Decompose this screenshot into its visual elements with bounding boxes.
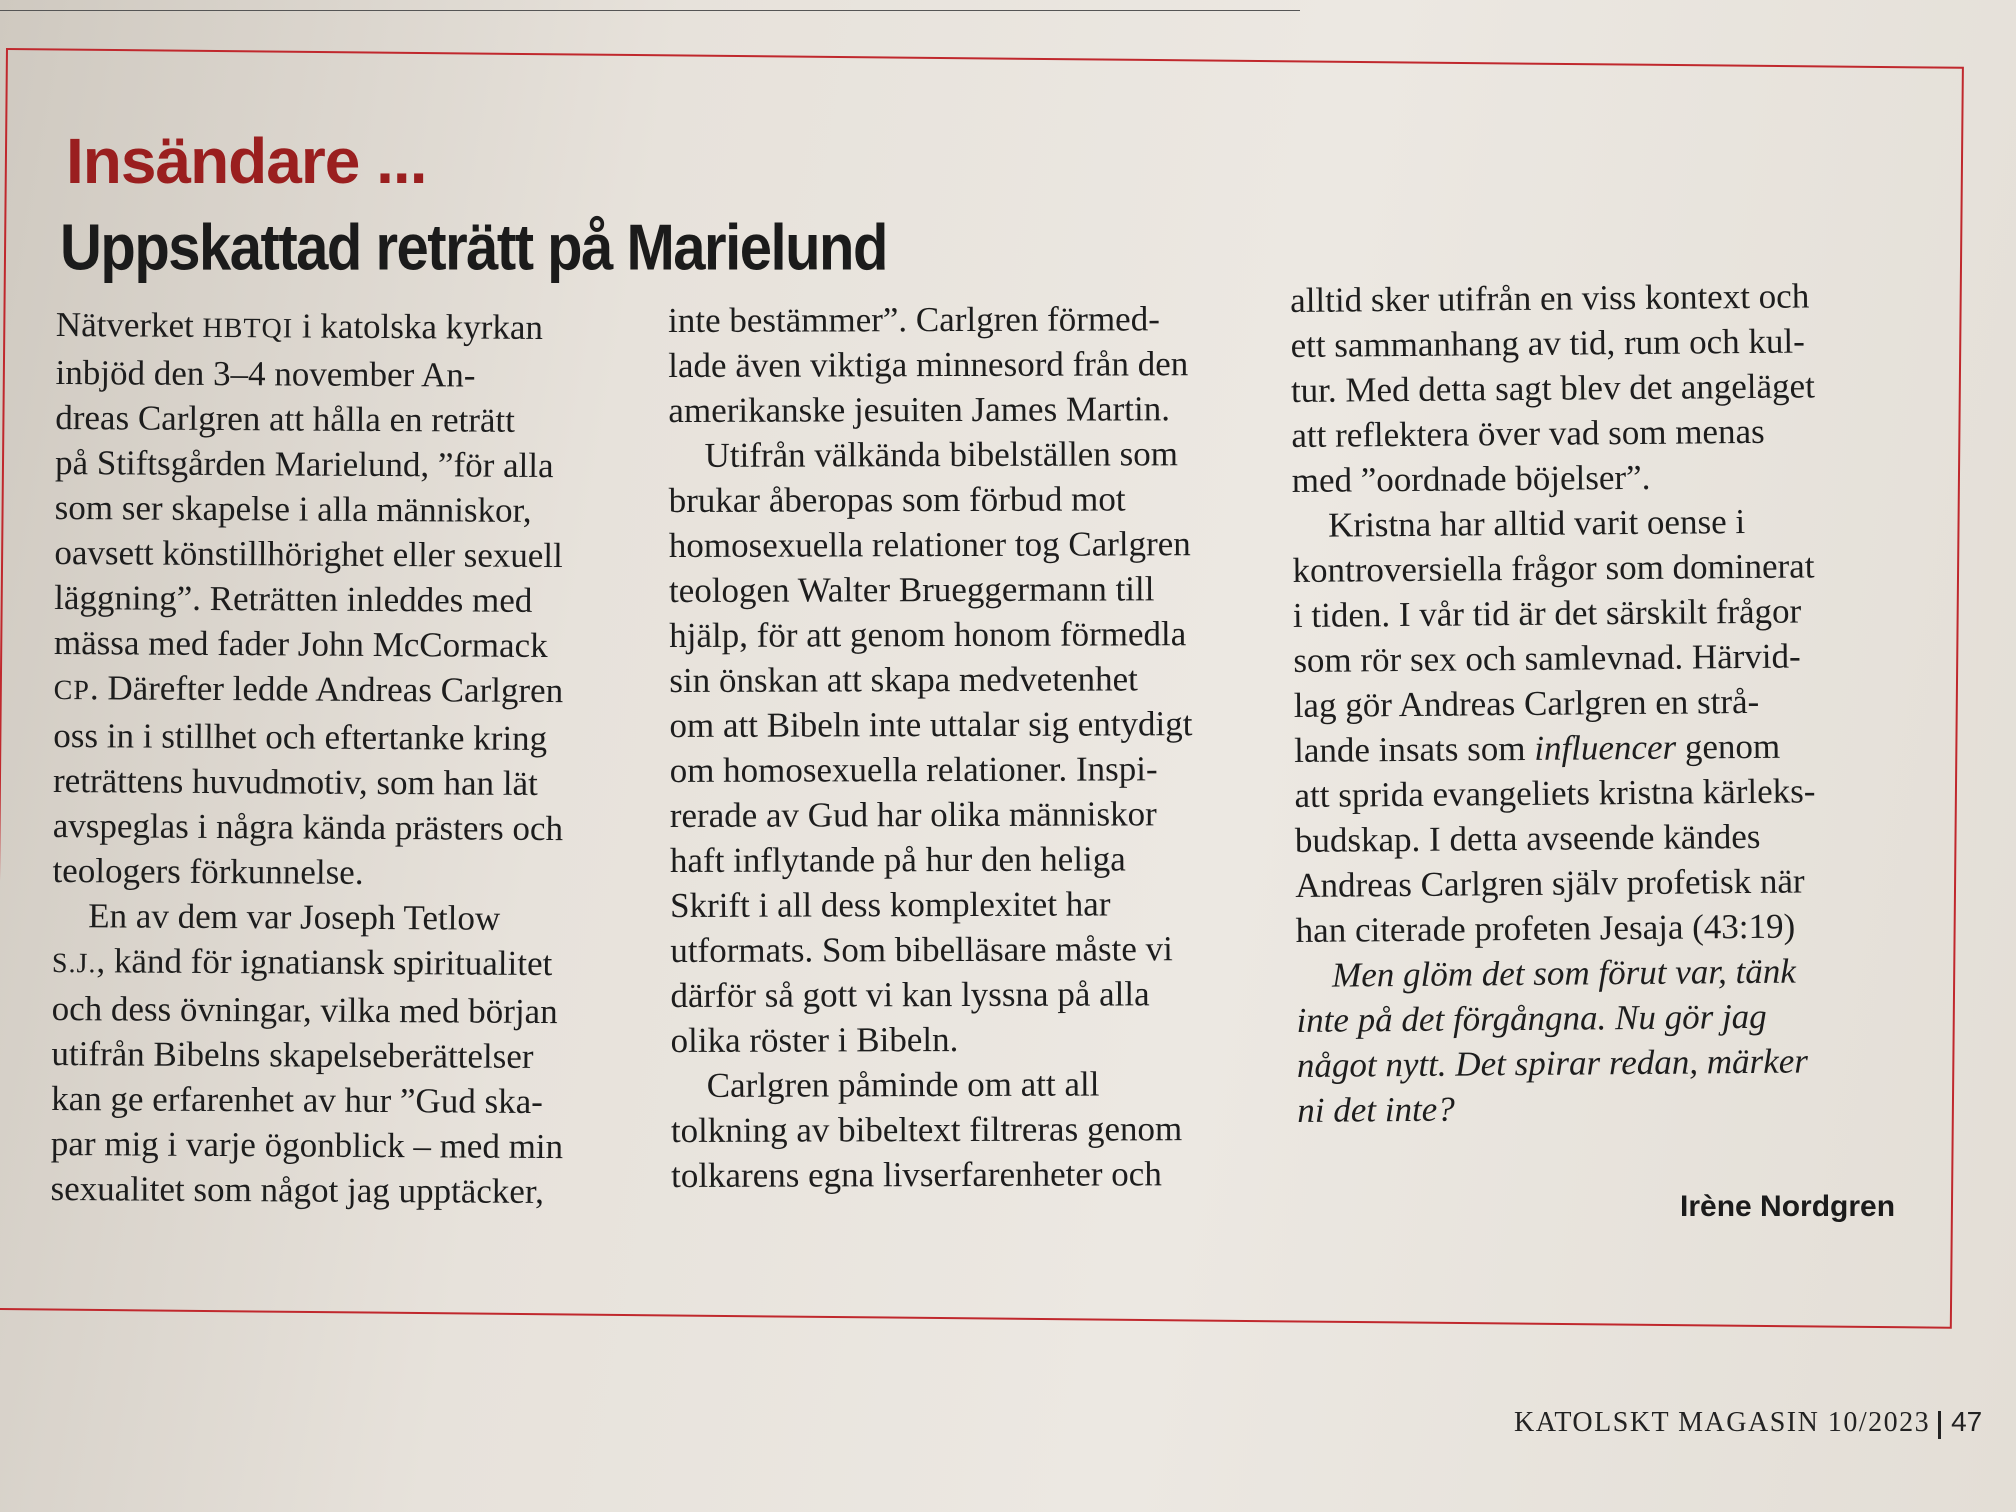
publication-name: KATOLSKT MAGASIN 10/2023 xyxy=(1514,1407,1931,1438)
text-line: utformats. Som bibelläsare måste vi xyxy=(670,929,1173,970)
text-line: lade även viktiga minnesord från den xyxy=(668,344,1189,385)
text-line: lande insats som influencer genom xyxy=(1293,726,1781,770)
author-signature: Irène Nordgren xyxy=(1680,1190,1896,1223)
text-line: att reflektera över vad som menas xyxy=(1291,411,1765,455)
text-line: något nytt. Det spirar redan, märker xyxy=(1296,1041,1809,1085)
text-line: En av dem var Joseph Tetlow xyxy=(88,896,501,938)
text-line: Andreas Carlgren själv profetisk när xyxy=(1295,861,1805,905)
text-line: kontroversiella frågor som dominerat xyxy=(1292,546,1815,590)
text-line: tolkarens egna livserfarenheter och xyxy=(670,1154,1162,1195)
top-rule xyxy=(0,10,1300,11)
text-line: ni det inte? xyxy=(1297,1089,1455,1130)
text-line: par mig i varje ögonblick – med min xyxy=(50,1123,564,1167)
footer-divider xyxy=(1938,1411,1941,1439)
text-line: sin önskan att skapa medvetenhet xyxy=(669,659,1138,700)
text-line: som ser skapelse i alla människor, xyxy=(54,487,532,530)
text-line: ett sammanhang av tid, rum och kul- xyxy=(1290,321,1805,365)
section-kicker: Insändare ... xyxy=(66,125,427,197)
text-line: Utifrån välkända bibelställen som xyxy=(704,434,1178,475)
text-column-3 xyxy=(1290,272,1937,1133)
text-line: Carlgren påminde om att all xyxy=(706,1064,1100,1105)
text-line: S.J., känd för ignatiansk spiritualitet xyxy=(51,941,553,984)
text-line: teologers förkunnelse. xyxy=(52,850,364,892)
text-line: hjälp, för att genom honom förmedla xyxy=(669,614,1187,655)
text-line: amerikanske jesuiten James Martin. xyxy=(668,389,1170,430)
text-line: tolkning av bibeltext filtreras genom xyxy=(670,1109,1183,1150)
text-line: inte på det förgångna. Nu gör jag xyxy=(1296,996,1767,1040)
text-line: på Stiftsgården Marielund, ”för alla xyxy=(54,442,554,486)
text-line: brukar åberopas som förbud mot xyxy=(668,479,1126,520)
text-line: och dess övningar, vilka med början xyxy=(51,988,558,1032)
text-line: om homosexuella relationer. Inspi- xyxy=(669,749,1158,790)
text-line: Kristna har alltid varit oense i xyxy=(1327,502,1746,545)
text-line: därför så gott vi kan lyssna på alla xyxy=(670,974,1150,1015)
text-line: dreas Carlgren att hålla en reträtt xyxy=(55,397,516,440)
text-line: han citerade profeten Jesaja (43:19) xyxy=(1295,906,1796,950)
text-line: kan ge erfarenhet av hur ”Gud ska- xyxy=(51,1078,543,1121)
text-line: alltid sker utifrån en viss kontext och xyxy=(1290,276,1810,320)
text-line: budskap. I detta avseende kändes xyxy=(1294,816,1761,860)
text-line: Men glöm det som förut var, tänk xyxy=(1331,951,1796,995)
text-line: inte bestämmer”. Carlgren förmed- xyxy=(668,299,1160,340)
text-line: tur. Med detta sagt blev det angeläget xyxy=(1290,366,1815,410)
text-line: utifrån Bibelns skapelseberättelser xyxy=(51,1033,534,1076)
text-line: sexualitet som något jag upptäcker, xyxy=(50,1168,545,1211)
text-line: med ”oordnade böjelser”. xyxy=(1291,457,1651,500)
page-number: 47 xyxy=(1951,1406,1983,1437)
text-line: läggning”. Reträtten inleddes med xyxy=(54,577,533,620)
text-line: oavsett könstillhörighet eller sexuell xyxy=(54,532,563,576)
text-line: i tiden. I vår tid är det särskilt frågor xyxy=(1292,591,1802,635)
text-line: homosexuella relationer tog Carlgren xyxy=(668,524,1191,565)
text-line: Skrift i all dess komplexitet har xyxy=(670,884,1111,925)
page-footer xyxy=(1514,1406,1982,1439)
text-line: CP. Därefter ledde Andreas Carlgren xyxy=(53,668,564,711)
text-line: mässa med fader John McCormack xyxy=(53,622,548,666)
text-line: inbjöd den 3–4 november An- xyxy=(55,352,476,395)
text-line: oss in i stillhet och eftertanke kring xyxy=(53,715,548,759)
text-line: Nätverket HBTQI i katolska kyrkan xyxy=(55,304,544,347)
text-line: om att Bibeln inte uttalar sig entydigt xyxy=(669,704,1193,745)
text-line: avspeglas i några kända prästers och xyxy=(52,805,564,849)
text-line: som rör sex och samlevnad. Härvid- xyxy=(1293,636,1801,680)
text-column-1 xyxy=(50,302,646,1215)
text-line: reträttens huvudmotiv, som han lät xyxy=(52,760,538,803)
text-line: lag gör Andreas Carlgren en strå- xyxy=(1293,681,1760,725)
text-line: teologen Walter Brueggermann till xyxy=(668,569,1155,610)
article-headline: Uppskattad reträtt på Marielund xyxy=(60,211,887,284)
text-line: olika röster i Bibeln. xyxy=(670,1019,959,1060)
text-line: att sprida evangeliets kristna kärleks- xyxy=(1294,771,1816,815)
text-column-2 xyxy=(668,296,1271,1198)
text-line: rerade av Gud har olika människor xyxy=(669,794,1157,835)
text-line: haft inflytande på hur den heliga xyxy=(669,839,1126,880)
